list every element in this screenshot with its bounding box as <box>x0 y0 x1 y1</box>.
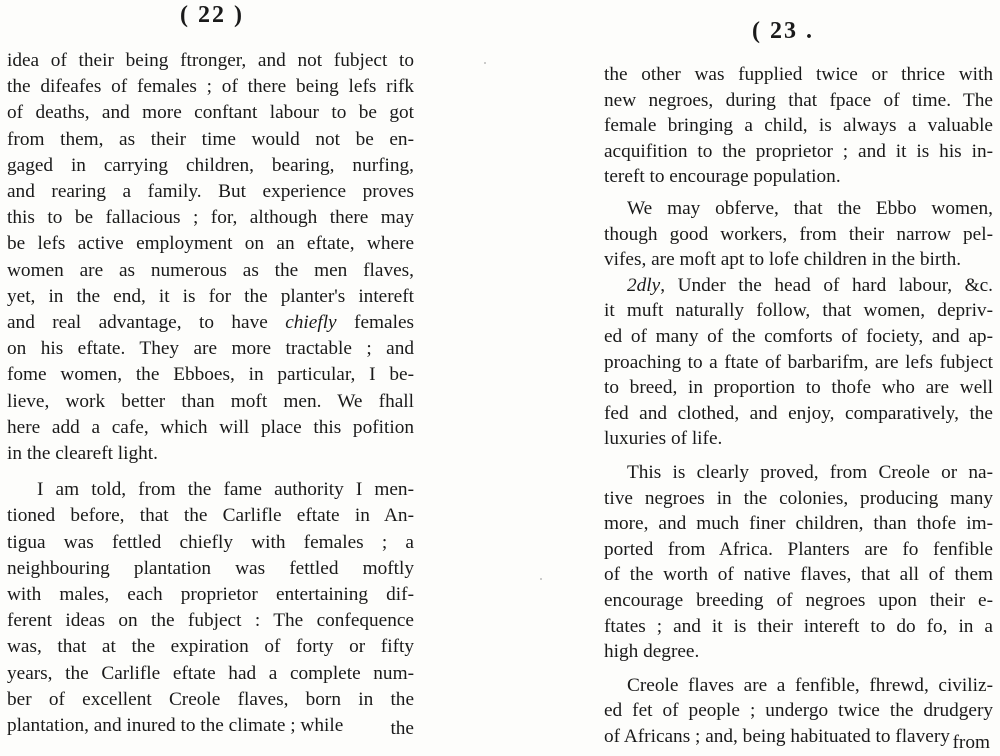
page-number: ( 22 ) <box>180 2 244 28</box>
text-line: of deaths, and more conftant labour to be got <box>7 102 414 123</box>
book-gutter <box>420 0 600 754</box>
text-line: ber of excellent Creole flaves, born in the <box>7 689 414 710</box>
text-line: high degree. <box>604 641 700 662</box>
text-line: of Africans ; and, being habituated to flavery <box>604 726 950 747</box>
text-line: of the worth of native flaves, that all of them <box>604 564 993 585</box>
left-page <box>0 0 420 754</box>
text-line: Creole flaves are a fenfible, fhrewd, civiliz- <box>627 675 993 696</box>
text-line: I am told, from the fame authority I men- <box>37 479 414 500</box>
text-line: gaged in carrying children, bearing, nurfing, <box>7 155 414 176</box>
text-line: it muft naturally follow, that women, depriv- <box>604 300 993 321</box>
text-line: this to be fallacious ; for, although there may <box>7 207 414 228</box>
text-line: tigua was fettled chiefly with females ; a <box>7 532 414 553</box>
page-number: ( 23 . <box>752 18 814 44</box>
text-line: years, the Carlifle eftate had a complete num- <box>7 663 414 684</box>
right-page <box>600 0 1000 754</box>
text-line: the other was fupplied twice or thrice with <box>604 64 993 85</box>
text-line: on his eftate. They are more tractable ; and <box>7 338 414 359</box>
text-line: vifes, are moft apt to lofe children in the birth. <box>604 249 962 270</box>
catchword: the <box>390 718 414 739</box>
text-line: acquifition to the proprietor ; and it is his in- <box>604 141 993 162</box>
text-line: fed and clothed, and enjoy, comparatively, the <box>604 403 993 424</box>
text-line: and real advantage, to have chiefly females <box>7 312 415 333</box>
text-line: neighbouring plantation was fettled moftly <box>7 558 414 579</box>
text-line: proaching to a ftate of barbarifm, are lefs fubject <box>604 352 993 373</box>
text-line: and rearing a family. But experience proves <box>7 181 414 202</box>
text-line: plantation, and inured to the climate ; while <box>7 715 344 736</box>
text-line: women are as numerous as the men flaves, <box>7 260 414 281</box>
text-line: lieve, work better than moft men. We fhall <box>7 391 414 412</box>
text-line: new negroes, during that fpace of time. The <box>604 90 993 111</box>
text-line: in the cleareft light. <box>7 443 158 464</box>
text-line: idea of their being ftronger, and not fubject to <box>7 50 414 71</box>
text-line: encourage breeding of negroes upon their e- <box>604 590 993 611</box>
text-line: more, and much finer children, than thofe im- <box>604 513 993 534</box>
text-line: luxuries of life. <box>604 428 723 449</box>
text-line: the difeafes of females ; of there being lefs rifk <box>7 76 414 97</box>
text-line: yet, in the end, it is for the planter's intereft <box>7 286 414 307</box>
text-line: to breed, in proportion to thofe who are well <box>604 377 993 398</box>
text-line: This is clearly proved, from Creole or na- <box>627 462 993 483</box>
text-line: be lefs active employment on an eftate, where <box>7 233 414 254</box>
text-line: here add a cafe, which will place this pofition <box>7 417 414 438</box>
text-line: tereft to encourage population. <box>604 166 841 187</box>
text-line: fome women, the Ebboes, in particular, I be- <box>7 364 414 385</box>
text-line: ftates ; and it is their intereft to do fo, in a <box>604 616 993 637</box>
text-line: with males, each proprietor entertaining dif- <box>7 584 414 605</box>
text-line: tive negroes in the colonies, producing many <box>604 488 993 509</box>
text-line: 2dly, Under the head of hard labour, &c. <box>627 275 993 296</box>
paper-speck <box>540 578 542 580</box>
paper-speck <box>484 62 486 64</box>
text-line: ed fet of people ; undergo twice the drudgery <box>604 700 993 721</box>
text-line: though good workers, from their narrow pel- <box>604 224 993 245</box>
text-line: ferent ideas on the fubject : The confequence <box>7 610 414 631</box>
text-line: was, that at the expiration of forty or fifty <box>7 636 414 657</box>
text-line: tioned before, that the Carlifle eftate in An- <box>7 505 414 526</box>
text-line: female bringing a child, is always a valuable <box>604 115 993 136</box>
text-line: from them, as their time would not be en- <box>7 129 414 150</box>
text-line: ported from Africa. Planters are fo fenfible <box>604 539 993 560</box>
catchword: from <box>952 732 990 753</box>
text-line: We may obferve, that the Ebbo women, <box>627 198 993 219</box>
text-line: ed of many of the comforts of fociety, and ap- <box>604 326 993 347</box>
